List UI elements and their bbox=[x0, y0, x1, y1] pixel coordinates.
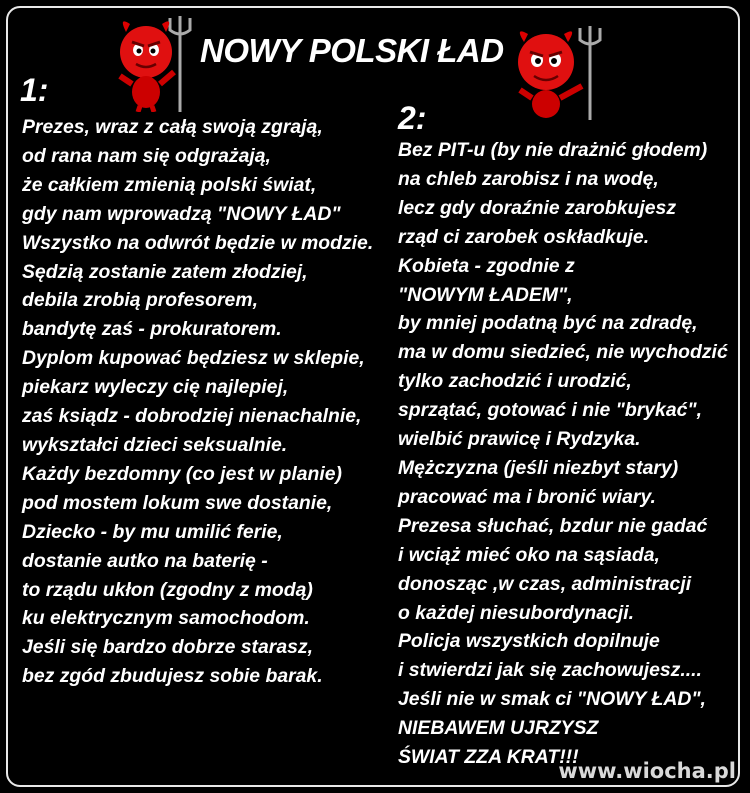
poem-line: Wszystko na odwrót będzie w modzie. bbox=[22, 231, 374, 254]
poem-line: tylko zachodzić i urodzić, bbox=[398, 370, 632, 393]
poem-line: ma w domu siedzieć, nie wychodzić bbox=[398, 341, 728, 364]
poem-line: ŚWIAT ZZA KRAT!!! bbox=[398, 746, 579, 769]
poem-line: "NOWYM ŁADEM", bbox=[398, 283, 573, 306]
poem-line: Policja wszystkich dopilnuje bbox=[398, 630, 660, 653]
page-title: NOWY POLSKI ŁAD bbox=[200, 32, 504, 69]
poem-line: donosząc ,w czas, administracji bbox=[398, 572, 692, 595]
poem-column-1 bbox=[22, 113, 373, 691]
poem-line: gdy nam wprowadzą "NOWY ŁAD" bbox=[22, 202, 341, 225]
poem-line: Mężczyzna (jeśli niezbyt stary) bbox=[398, 456, 679, 479]
poem-line: pracować ma i bronić wiary. bbox=[398, 485, 656, 508]
poem-line: piekarz wyleczy cię najlepiej, bbox=[22, 376, 289, 399]
poem-line: ku elektrycznym samochodom. bbox=[22, 607, 310, 630]
poem-line: i stwierdzi jak się zachowujesz.... bbox=[398, 659, 702, 682]
poem-line: Bez PIT-u (by nie drażnić głodem) bbox=[398, 139, 708, 161]
poem-line: i wciąż mieć oko na sąsiada, bbox=[398, 543, 660, 566]
poem-line: sprzątać, gotować i nie "brykać", bbox=[398, 399, 702, 422]
poem-line: Dziecko - by mu umilić ferie, bbox=[22, 520, 283, 543]
poem-line: od rana nam się odgrażają, bbox=[22, 144, 271, 167]
poem-line: Sędzią zostanie zatem złodziej, bbox=[22, 260, 308, 283]
section-1-number: 1: bbox=[20, 72, 49, 108]
poem-line: Jeśli się bardzo dobrze starasz, bbox=[22, 636, 313, 659]
poem-line: dostanie autko na baterię - bbox=[22, 549, 268, 572]
poem-line: wielbić prawicę i Rydzyka. bbox=[398, 428, 641, 451]
poem-line: rząd ci zarobek oskładkuje. bbox=[398, 225, 650, 248]
poem-line: o każdej niesubordynacji. bbox=[398, 601, 634, 624]
poem-line: to rządu ukłon (zgodny z modą) bbox=[22, 578, 313, 601]
poem-line: Prezesa słuchać, bzdur nie gadać bbox=[398, 514, 708, 537]
poem-line: Jeśli nie w smak ci "NOWY ŁAD", bbox=[398, 688, 706, 711]
section-2-number: 2: bbox=[398, 100, 427, 136]
devil-icon bbox=[108, 12, 202, 112]
poem-line: NIEBAWEM UJRZYSZ bbox=[398, 717, 599, 740]
poem-line: debila zrobią profesorem, bbox=[22, 289, 258, 312]
poem-line: zaś ksiądz - dobrodziej nienachalnie, bbox=[22, 405, 362, 428]
poem-line: wykształci dzieci seksualnie. bbox=[22, 433, 288, 456]
poem-column-2 bbox=[398, 136, 728, 772]
poem-line: że całkiem zmienią polski świat, bbox=[22, 173, 317, 196]
poem-line: Każdy bezdomny (co jest w planie) bbox=[22, 462, 343, 485]
poem-line: Prezes, wraz z całą swoją zgrają, bbox=[22, 116, 323, 138]
poem-line: pod mostem lokum swe dostanie, bbox=[22, 491, 333, 514]
poem-line: na chleb zarobisz i na wodę, bbox=[398, 167, 659, 190]
poem-line: by mniej podatną być na zdradę, bbox=[398, 312, 698, 335]
poem-line: lecz gdy doraźnie zarobkujesz bbox=[398, 196, 677, 219]
poem-line: bandytę zaś - prokuratorem. bbox=[22, 318, 282, 341]
poem-line: bez zgód zbudujesz sobie barak. bbox=[22, 665, 323, 688]
watermark: www.wiocha.pl bbox=[558, 759, 736, 783]
devil-icon bbox=[506, 20, 606, 120]
poem-line: Kobieta - zgodnie z bbox=[398, 254, 575, 277]
poem-line: Dyplom kupować będziesz w sklepie, bbox=[22, 347, 365, 370]
